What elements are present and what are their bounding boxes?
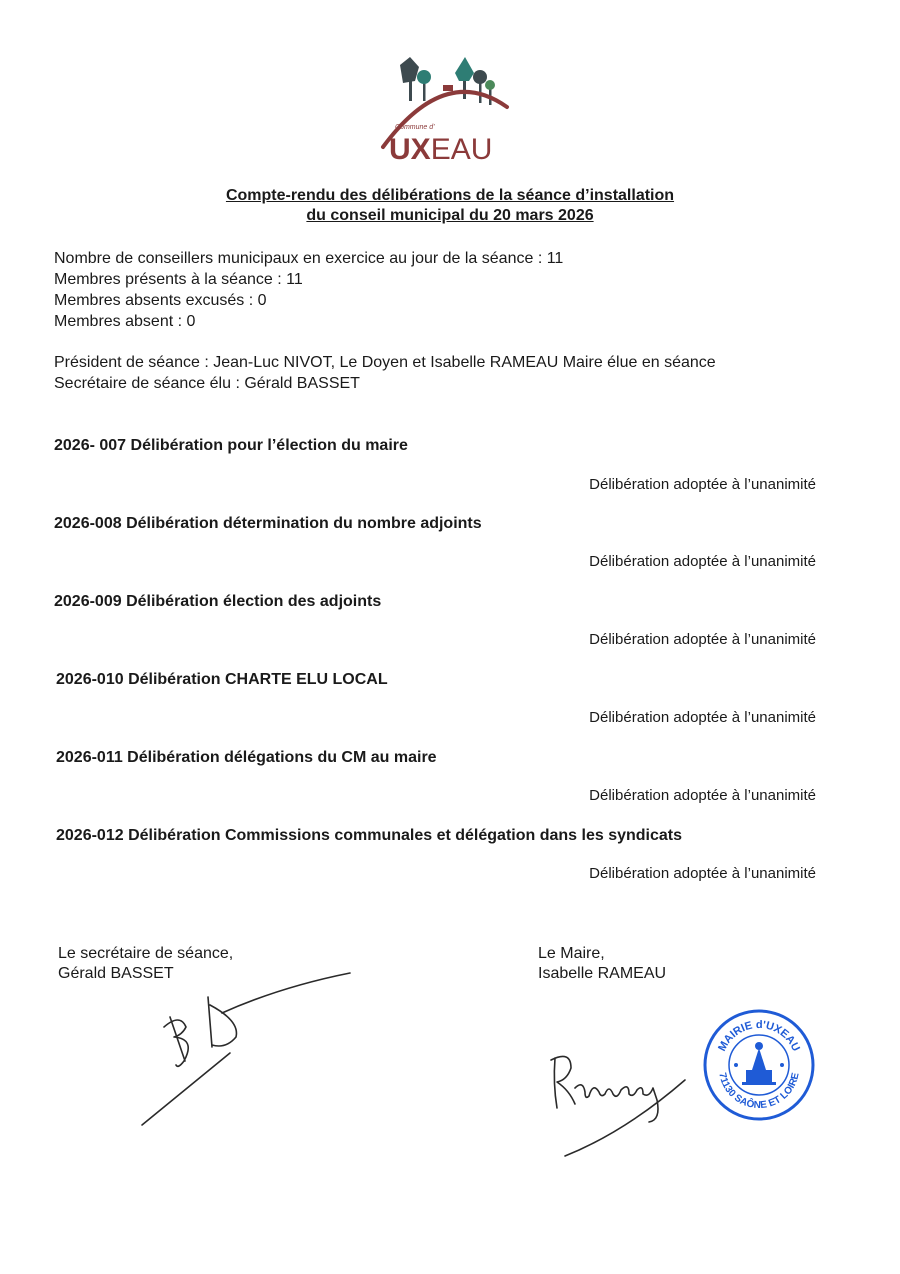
deliberation-status: Délibération adoptée à l’unanimité xyxy=(589,709,816,726)
logo-name-light: EAU xyxy=(430,133,493,166)
document-title xyxy=(0,186,900,226)
secretary-role: Le secrétaire de séance, xyxy=(58,945,234,962)
attendance-line-absent: Membres absent : 0 xyxy=(54,313,196,330)
attendance-line-excused: Membres absents excusés : 0 xyxy=(54,292,267,309)
attendance-line-present: Membres présents à la séance : 11 xyxy=(54,271,303,288)
deliberation-title: 2026- 007 Délibération pour l’élection du maire xyxy=(54,437,408,454)
mayor-signature-block xyxy=(538,944,666,984)
deliberation-status: Délibération adoptée à l’unanimité xyxy=(589,553,816,570)
stamp-emblem-icon xyxy=(734,1042,784,1085)
presidency-block xyxy=(54,352,716,394)
official-stamp xyxy=(702,1008,816,1122)
title-line-2: du conseil municipal du 20 mars 2026 xyxy=(306,207,594,224)
commune-logo xyxy=(375,55,520,167)
logo-small-text: Commune d' xyxy=(395,124,435,131)
deliberation-status: Délibération adoptée à l’unanimité xyxy=(589,631,816,648)
mayor-name: Isabelle RAMEAU xyxy=(538,965,667,982)
deliberation-title: 2026-009 Délibération élection des adjoints xyxy=(54,593,382,610)
logo-name-bold: UX xyxy=(389,133,431,166)
logo-graphic xyxy=(375,55,520,167)
deliberation-title: 2026-010 Délibération CHARTE ELU LOCAL xyxy=(56,671,388,688)
secretary-name: Gérald BASSET xyxy=(58,965,174,982)
mayor-role: Le Maire, xyxy=(538,945,605,962)
attendance-line-in-office: Nombre de conseillers municipaux en exercice au jour de la séance : 11 xyxy=(54,250,564,267)
deliberation-title: 2026-011 Délibération délégations du CM au maire xyxy=(56,749,437,766)
deliberation-status: Délibération adoptée à l’unanimité xyxy=(589,787,816,804)
logo-trees xyxy=(400,57,495,105)
deliberation-status: Délibération adoptée à l’unanimité xyxy=(589,476,816,493)
svg-text:UXEAU xyxy=(389,133,492,166)
deliberation-status: Délibération adoptée à l’unanimité xyxy=(589,865,816,882)
title-line-1: Compte-rendu des délibérations de la séance d’installation xyxy=(225,187,675,204)
deliberation-title: 2026-008 Délibération détermination du nombre adjoints xyxy=(54,515,482,532)
attendance-block xyxy=(54,248,563,332)
secretary-handwritten-signature xyxy=(130,965,360,1135)
mayor-handwritten-signature xyxy=(545,1040,695,1160)
stamp-bottom-text: 71130 SAÔNE ET LOIRE xyxy=(716,1071,802,1112)
president-line: Président de séance : Jean-Luc NIVOT, Le Doyen et Isabelle RAMEAU Maire élue en séance xyxy=(54,354,716,371)
stamp-top-text: MAIRIE d'UXEAU xyxy=(716,1018,802,1054)
deliberation-title: 2026-012 Délibération Commissions communales et délégation dans les syndicats xyxy=(56,827,682,844)
secretary-line: Secrétaire de séance élu : Gérald BASSET xyxy=(54,375,360,392)
